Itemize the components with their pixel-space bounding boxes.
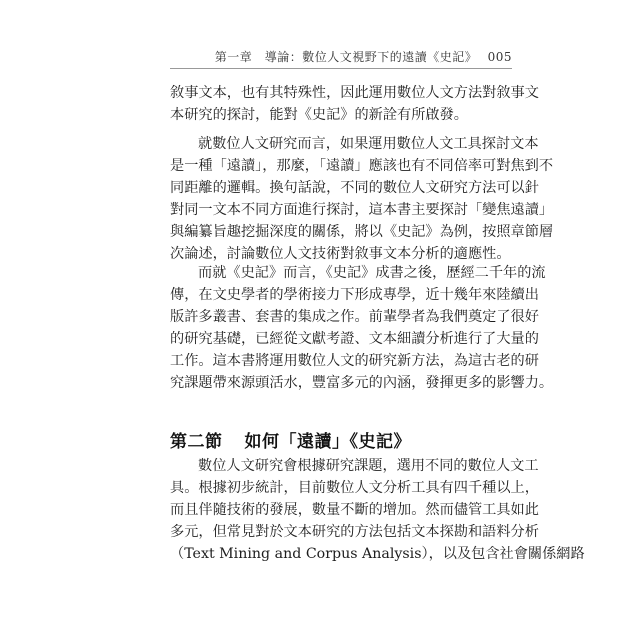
text-line: 次論述，討論數位人文技術對敘事文本分析的適應性。 — [170, 246, 511, 262]
chapter-title: 第一章 導論：數位人文視野下的遠讀《史記》 — [214, 50, 478, 64]
text-line: 本研究的探討，能對《史記》的新詮有所啟發。 — [170, 107, 468, 123]
text-line: 究課題帶來源頭活水，豐富多元的內涵，發揮更多的影響力。 — [170, 375, 554, 391]
paragraph-4 — [170, 455, 585, 565]
text-line: 工作。這本書將運用數位人文的研究新方法，為這古老的研 — [170, 353, 539, 369]
text-line: 就數位人文研究而言，如果運用數位人文工具探討文本 — [198, 136, 539, 152]
text-line: 對同一文本不同方面進行探討，這本書主要探討「變焦遠讀」 — [170, 202, 554, 218]
text-line: 與編纂旨趣挖掘深度的關係，將以《史記》為例，按照章節層 — [170, 224, 554, 240]
text-line: 傳，在文史學者的學術接力下形成專學，近十幾年來陸續出 — [170, 287, 539, 303]
section-title: 如何「遠讀」《史記》 — [244, 432, 411, 452]
text-line: 而就《史記》而言，《史記》成書之後，歷經二千年的流 — [198, 265, 546, 281]
text-line: 的研究基礎，已經從文獻考證、文本細讀分析進行了大量的 — [170, 331, 539, 347]
section-heading — [170, 427, 411, 452]
running-header — [215, 48, 512, 65]
page-number: 005 — [487, 50, 512, 64]
text-line: 版許多叢書、套書的集成之作。前輩學者為我們奠定了很好 — [170, 309, 539, 325]
text-line: 具。根據初步統計，目前數位人文分析工具有四千種以上， — [170, 480, 539, 496]
text-line: 多元，但常見對於文本研究的方法包括文本探勘和語料分析 — [170, 524, 539, 540]
text-line: 是一種「遠讀」，那麼，「遠讀」應該也有不同倍率可對焦到不 — [170, 158, 554, 174]
paragraph-3 — [170, 262, 554, 394]
paragraph-2 — [170, 133, 554, 265]
text-line: （Text Mining and Corpus Analysis），以及包含社會關係網路 — [170, 546, 585, 562]
header-rule — [170, 68, 512, 69]
text-line: 而且伴隨技術的發展，數量不斷的增加。然而儘管工具如此 — [170, 502, 539, 518]
text-line: 敘事文本，也有其特殊性，因此運用數位人文方法對敘事文 — [170, 85, 539, 101]
section-number: 第二節 — [170, 432, 223, 452]
paragraph-1 — [170, 82, 539, 126]
text-line: 同距離的邏輯。換句話說，不同的數位人文研究方法可以針 — [170, 180, 539, 196]
text-line: 數位人文研究會根據研究課題，選用不同的數位人文工 — [198, 458, 539, 474]
